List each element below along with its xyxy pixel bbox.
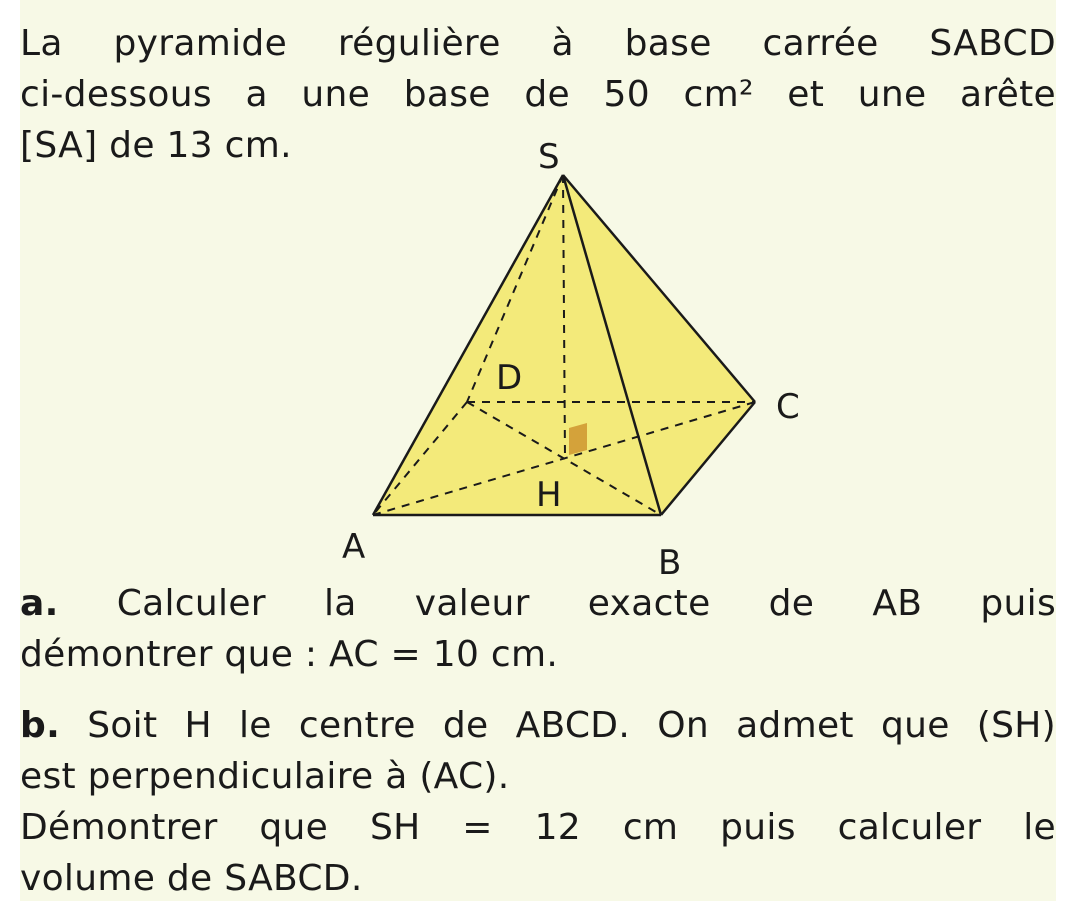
question-a-text-1: Calculer la valeur exacte de AB puis [116, 583, 1057, 624]
intro-line-3: [SA] de 13 cm. [20, 125, 292, 166]
label-s: S [538, 137, 560, 177]
label-d: D [496, 358, 523, 398]
question-b-line-2: est perpendiculaire à (AC). [20, 756, 510, 797]
question-a-line-1 [20, 578, 1056, 629]
question-a-marker: a. [20, 583, 59, 624]
question-b-line-3: Démontrer que SH = 12 cm puis calculer le [20, 807, 1056, 848]
label-b: B [658, 543, 682, 583]
question-b [20, 700, 1056, 904]
label-h: H [536, 475, 562, 515]
question-a-line-2: démontrer que : AC = 10 cm. [20, 634, 559, 675]
question-b-line-4: volume de SABCD. [20, 858, 363, 899]
intro-line-2: ci-dessous a une base de 50 cm² et une arête [20, 74, 1056, 115]
question-a [20, 578, 1056, 680]
question-b-text-1: Soit H le centre de ABCD. On admet que (SH) [87, 705, 1056, 746]
exercise-page [20, 0, 1056, 901]
question-b-marker: b. [20, 705, 61, 746]
label-a: A [342, 527, 366, 567]
right-angle-marker [569, 423, 587, 455]
label-c: C [776, 387, 800, 427]
intro-line-1: La pyramide régulière à base carrée SABCD [20, 23, 1056, 64]
question-b-line-1 [20, 700, 1056, 751]
